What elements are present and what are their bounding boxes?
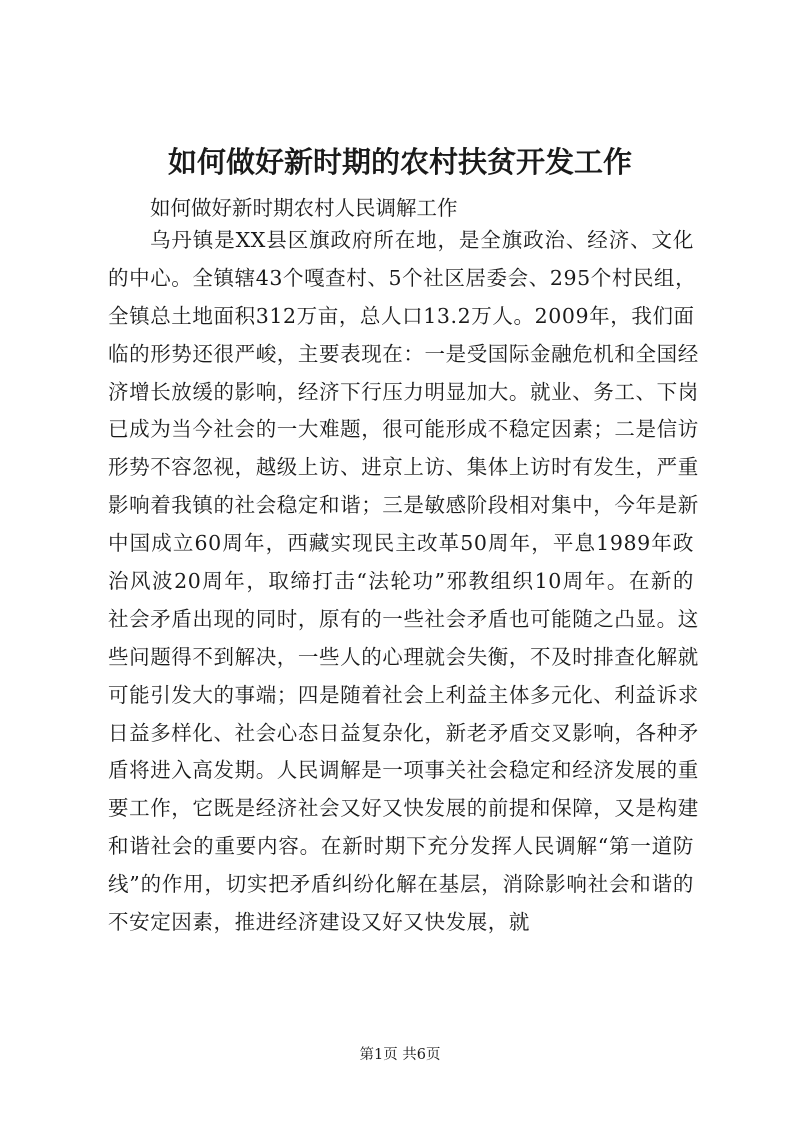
document-subtitle: 如何做好新时期农村人民调解工作 (150, 196, 458, 220)
body-line: 已成为当今社会的一大难题，很可能形成不稳定因素；二是信访 (108, 417, 699, 442)
body-line: 全镇总土地面积312万亩，总人口13.2万人。2009年，我们面 (108, 303, 695, 328)
body-line: 的中心。全镇辖43个嘎查村、5个社区居委会、295个村民组， (108, 265, 697, 290)
body-line: 不安定因素，推进经济建设又好又快发展，就 (108, 910, 530, 935)
body-line: 济增长放缓的影响，经济下行压力明显加大。就业、务工、下岗 (108, 379, 699, 404)
body-line: 盾将进入高发期。人民调解是一项事关社会稳定和经济发展的重 (108, 758, 699, 783)
page-number: 第1页 共6页 (359, 1047, 441, 1063)
body-paragraph (108, 222, 699, 942)
body-line: 可能引发大的事端；四是随着社会上利益主体多元化、利益诉求 (108, 682, 699, 707)
body-line: 临的形势还很严峻，主要表现在：一是受国际金融危机和全国经 (108, 341, 699, 366)
body-line: 乌丹镇是XX县区旗政府所在地，是全旗政治、经济、文化 (150, 228, 694, 252)
body-line: 社会矛盾出现的同时，原有的一些社会矛盾也可能随之凸显。这 (108, 606, 699, 631)
body-line: 日益多样化、社会心态日益复杂化，新老矛盾交叉影响，各种矛 (108, 720, 699, 745)
body-line: 线”的作用，切实把矛盾纠纷化解在基层，消除影响社会和谐的 (108, 872, 694, 897)
body-line: 中国成立60周年，西藏实现民主改革50周年，平息1989年政 (108, 531, 694, 556)
body-line: 些问题得不到解决，一些人的心理就会失衡，不及时排查化解就 (108, 644, 699, 669)
body-line: 形势不容忽视，越级上访、进京上访、集体上访时有发生，严重 (108, 455, 699, 480)
body-line: 治风波20周年，取缔打击“法轮功”邪教组织10周年。在新的 (108, 569, 694, 594)
body-line: 和谐社会的重要内容。在新时期下充分发挥人民调解“第一道防 (108, 834, 694, 859)
document-title: 如何做好新时期的农村扶贫开发工作 (167, 145, 632, 179)
body-line: 要工作，它既是经济社会又好又快发展的前提和保障，又是构建 (108, 796, 699, 821)
body-line: 影响着我镇的社会稳定和谐；三是敏感阶段相对集中，今年是新 (108, 493, 699, 518)
